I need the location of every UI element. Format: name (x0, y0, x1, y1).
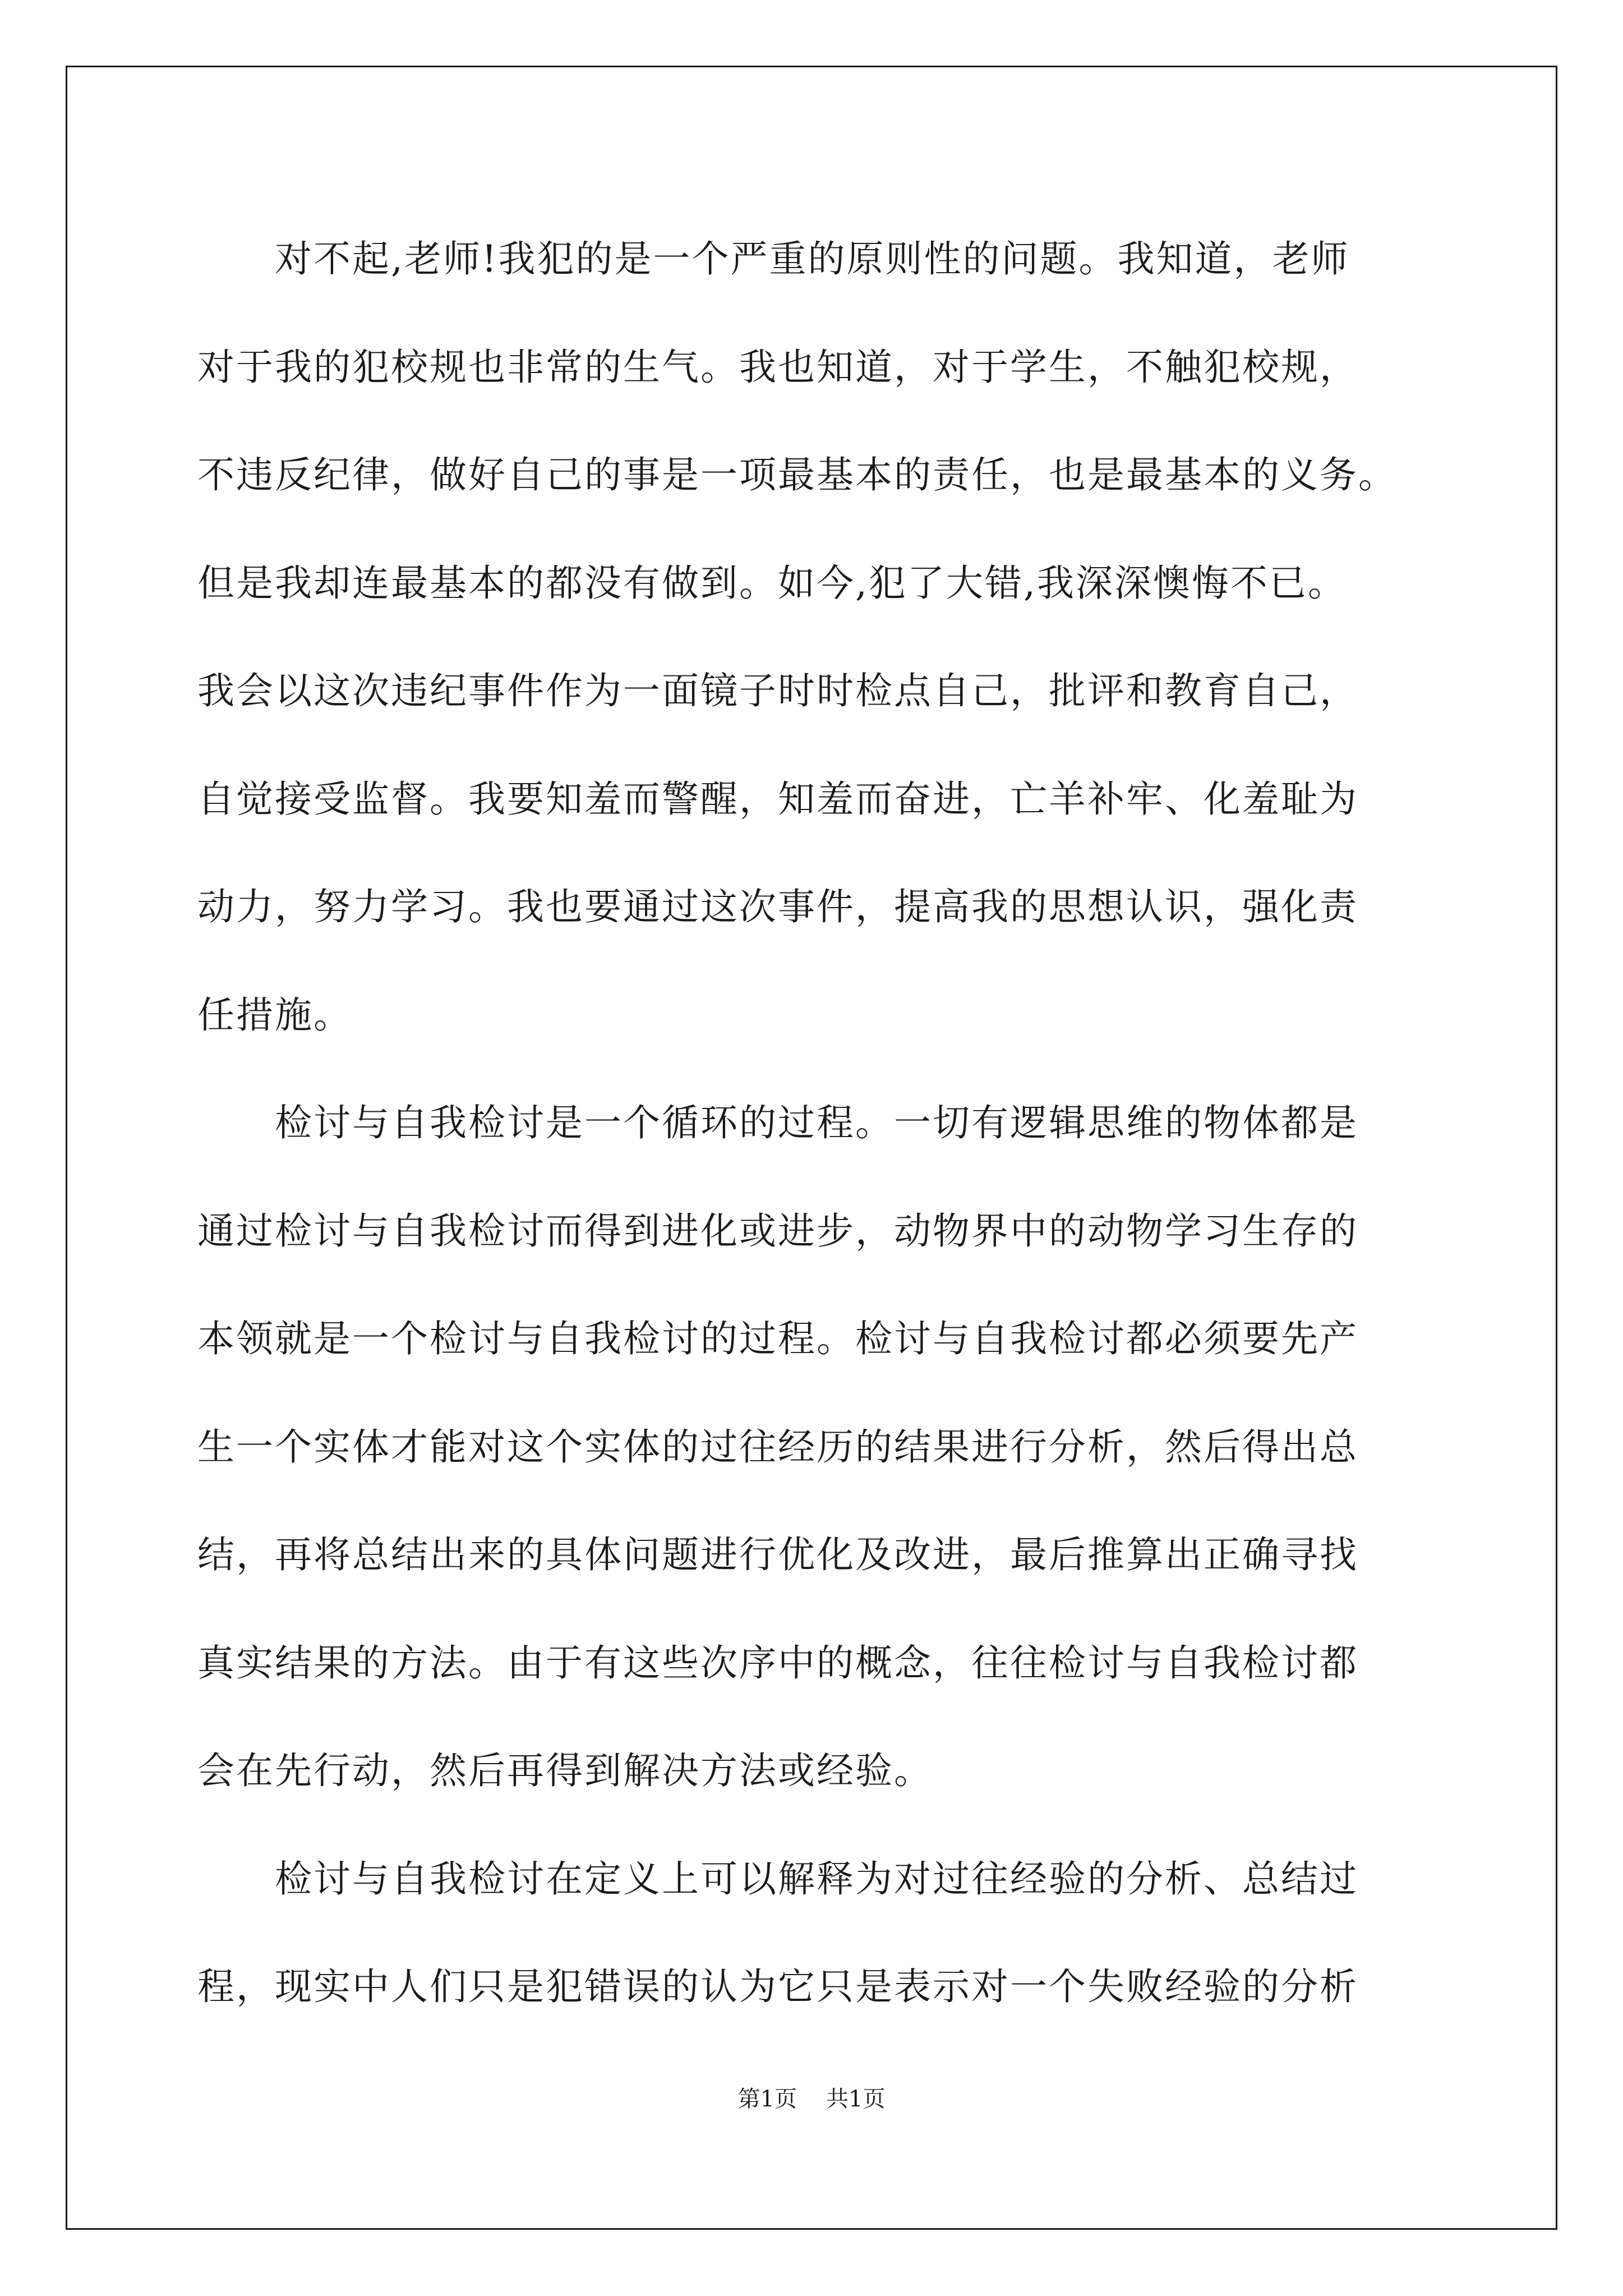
text-line: 生一个实体才能对这个实体的过往经历的结果进行分析，然后得出总 (197, 1425, 1358, 1469)
text-line: 我会以这次违纪事件作为一面镜子时时检点自己，批评和教育自己， (197, 669, 1358, 712)
text-line: 不违反纪律，做好自己的事是一项最基本的责任，也是最基本的义务。 (197, 453, 1397, 496)
text-line: 对于我的犯校规也非常的生气。我也知道，对于学生，不触犯校规， (197, 345, 1358, 389)
text-line: 真实结果的方法。由于有这些次序中的概念，往往检讨与自我检讨都 (197, 1641, 1358, 1685)
text-line: 检讨与自我检讨在定义上可以解释为对过往经验的分析、总结过 (197, 1857, 1358, 1901)
text-line: 自觉接受监督。我要知羞而警醒，知羞而奋进，亡羊补牢、化羞耻为 (197, 777, 1358, 821)
text-line: 但是我却连最基本的都没有做到。如今,犯了大错,我深深懊悔不已。 (197, 561, 1347, 605)
page-number-total: 共1页 (826, 2086, 886, 2112)
text-line: 程，现实中人们只是犯错误的认为它只是表示对一个失败经验的分析 (197, 1965, 1358, 2008)
text-line: 动力，努力学习。我也要通过这次事件，提高我的思想认识，强化责 (197, 885, 1358, 928)
text-line: 对不起,老师!我犯的是一个严重的原则性的问题。我知道，老师 (197, 237, 1350, 280)
page-number-current: 第1页 (737, 2086, 797, 2112)
text-line: 检讨与自我检讨是一个循环的过程。一切有逻辑思维的物体都是 (197, 1101, 1358, 1144)
document-body (197, 205, 1465, 2041)
text-line: 结，再将总结出来的具体问题进行优化及改进，最后推算出正确寻找 (197, 1533, 1358, 1576)
text-line: 本领就是一个检讨与自我检讨的过程。检讨与自我检讨都必须要先产 (197, 1317, 1358, 1360)
page-footer (0, 2083, 1623, 2115)
text-line: 通过检讨与自我检讨而得到进化或进步，动物界中的动物学习生存的 (197, 1209, 1358, 1253)
text-line: 任措施。 (197, 993, 352, 1037)
text-line: 会在先行动，然后再得到解决方法或经验。 (197, 1749, 933, 1792)
